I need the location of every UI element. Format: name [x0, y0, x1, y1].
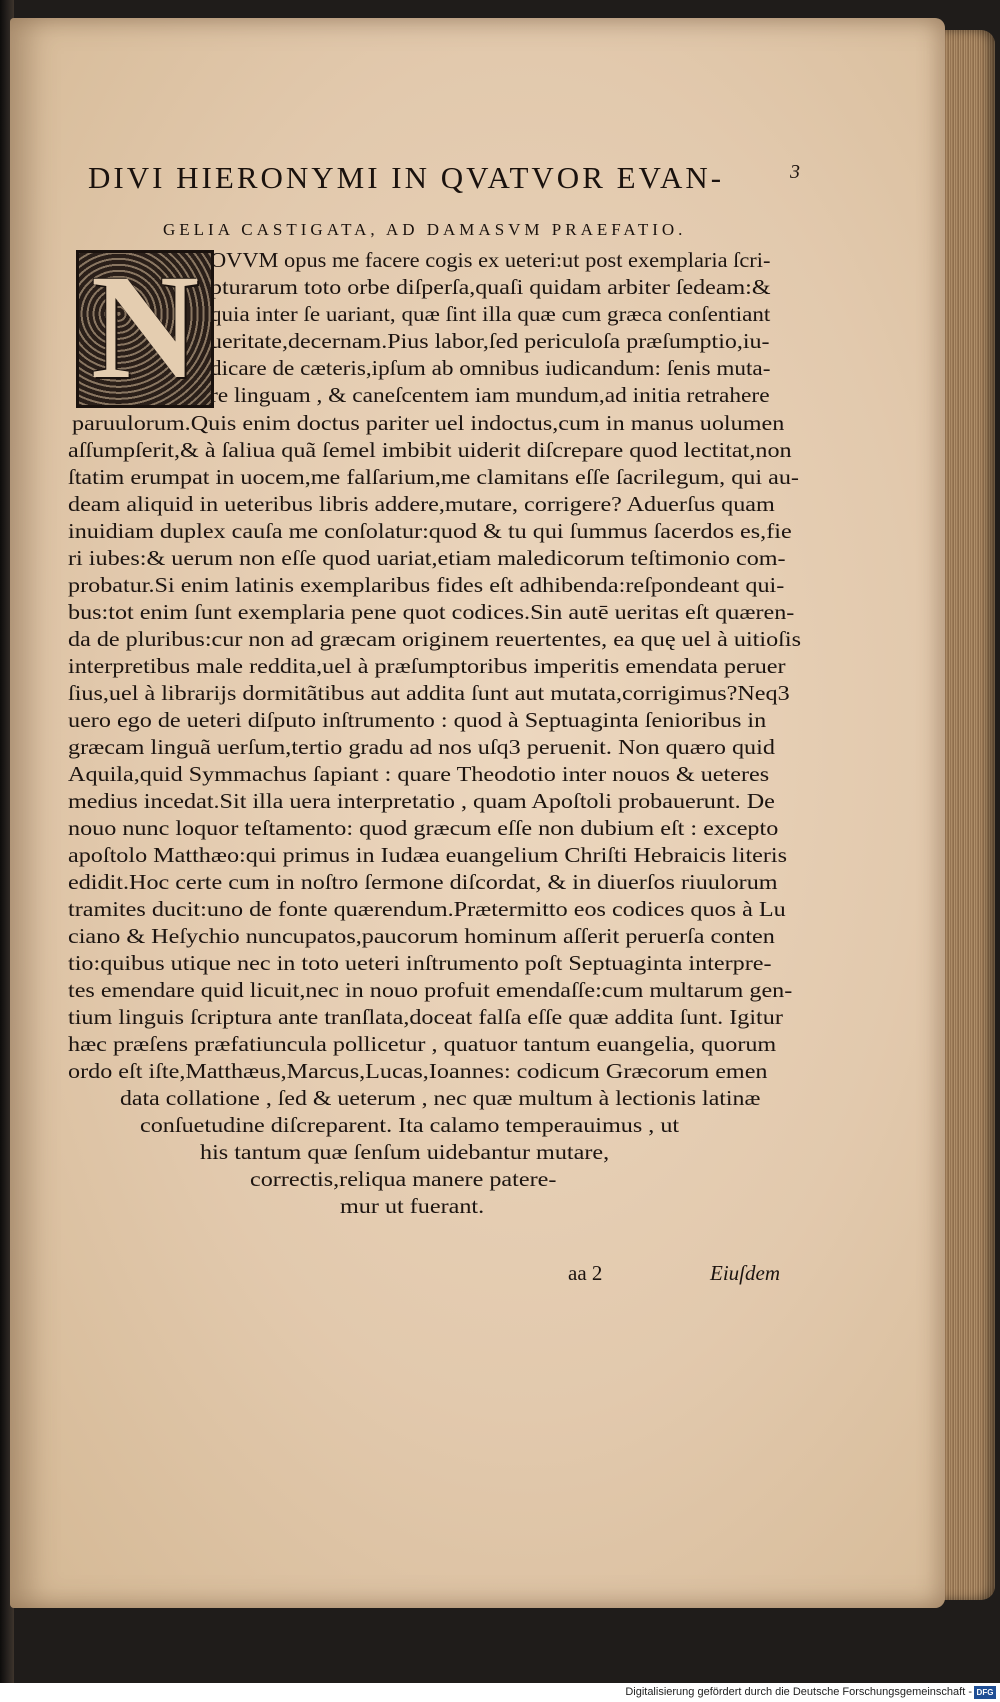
text-line: ſtatim erumpat in uocem,me falſarium,me clamitans eſſe ſacrilegum, qui au-	[68, 465, 799, 489]
text-line: da de pluribus:cur non ad græcam originem reuertentes, ea quę uel à uitioſis	[68, 627, 801, 651]
text-line: uero ego de ueteri diſputo inſtrumento : quod à Septuaginta ſenioribus in	[68, 708, 767, 732]
text-line: Aquila,quid Symmachus ſapiant : quare Theodotio inter nouos & ueteres	[68, 762, 770, 786]
heading-line-1: DIVI HIERONYMI IN QVATVOR EVAN-	[88, 160, 725, 195]
heading-line-2: GELIA CASTIGATA, AD DAMASVM PRAEFATIO.	[163, 220, 687, 239]
text-line: tes emendare quid licuit,nec in nouo profuit emendaſſe:cum multarum gen-	[68, 978, 793, 1002]
text-line: ciano & Heſychio nuncupatos,paucorum hominum aſſerit peruerſa conten	[68, 924, 775, 948]
text-line: ſius,uel à librarijs dormitãtibus aut addita ſunt aut mutata,corrigimus?Neq3	[68, 681, 790, 705]
text-line: tio:quibus utique nec in toto ueteri inſtrumento poſt Septuaginta interpre-	[68, 951, 772, 975]
catchword: Eiuſdem	[710, 1261, 780, 1285]
text-line: apoſtolo Matthæo:qui primus in Iudæa euangelium Chriſti Hebraicis literis	[68, 843, 788, 867]
text-line: pturarum toto orbe diſperſa,quaſi quidam arbiter ſedeam:&	[210, 275, 771, 299]
text-line: interpretibus male reddita,uel à præſumptoribus imperitis emendata peruer	[68, 654, 786, 678]
text-line: quia inter ſe uariant, quæ ſint illa quæ cum græca conſentiant	[210, 302, 771, 326]
book-page	[10, 18, 945, 1608]
text-line: his tantum quæ ſenſum uidebantur mutare,	[200, 1140, 610, 1164]
text-line: paruulorum.Quis enim doctus pariter uel indoctus,cum in manus uolumen	[72, 411, 785, 435]
text-line: conſuetudine diſcreparent. Ita calamo temperauimus , ut	[140, 1113, 680, 1137]
text-line: mur ut fuerant.	[340, 1194, 485, 1218]
text-line: hæc præſens præfatiuncula pollicetur , quatuor tantum euangelia, quorum	[68, 1032, 777, 1056]
text-line: medius incedat.Sit illa uera interpretatio , quam Apoſtoli probauerunt. De	[68, 789, 775, 813]
decorated-initial	[76, 250, 214, 408]
footer-credit: Digitalisierung gefördert durch die Deutsche Forschungsgemeinschaft -	[625, 1686, 972, 1698]
text-line: tium linguis ſcriptura ante tranſlata,doceat falſa eſſe quæ addita ſunt. Igitur	[68, 1005, 783, 1029]
text-line: dicare de cæteris,ipſum ab omnibus iudicandum: ſenis muta-	[210, 356, 771, 380]
text-line: tramites ducit:uno de fonte quærendum.Prætermitto eos codices quos à Lu	[68, 897, 786, 921]
text-line: ueritate,decernam.Pius labor,ſed periculoſa præſumptio,iu-	[210, 329, 770, 353]
text-line: edidit.Hoc certe cum in noſtro ſermone diſcordat, & in diuerſos riuulorum	[68, 870, 778, 894]
text-line: nouo nunc loquor teſtamento: quod græcum eſſe non dubium eſt : excepto	[68, 816, 779, 840]
page-number: 3	[790, 161, 800, 183]
text-line: græcam linguã uerſum,tertio gradu ad nos uſq3 peruenit. Non quæro quid	[68, 735, 775, 759]
text-line: correctis,reliqua manere patere-	[250, 1167, 557, 1191]
initial-letter: N	[90, 250, 200, 408]
dfg-logo: DFG	[974, 1686, 996, 1699]
text-line: probatur.Si enim latinis exemplaribus fides eſt adhibenda:reſpondeant qui-	[68, 573, 785, 597]
text-line: data collatione , ſed & ueterum , nec quæ multum à lectionis latinæ	[120, 1086, 761, 1110]
text-line: aſſumpſerit,& à ſaliua quã ſemel imbibit uiderit diſcrepare quod lectitat,non	[68, 438, 792, 462]
text-line: ordo eſt iſte,Matthæus,Marcus,Lucas,Ioannes: codicum Græcorum emen	[68, 1059, 768, 1083]
text-line: bus:tot enim ſunt exemplaria pene quot codices.Sin autē ueritas eſt quæren-	[68, 600, 795, 624]
text-line: inuidiam duplex cauſa me conſolatur:quod & tu qui ſummus ſacerdos es,fie	[68, 519, 792, 543]
text-line: re linguam , & caneſcentem iam mundum,ad initia retrahere	[210, 383, 770, 407]
signature-mark: aa 2	[568, 1261, 603, 1285]
text-line: ri iubes:& uerum non eſſe quod uariat,etiam maledicorum teſtimonio com-	[68, 546, 786, 570]
text-line: deam aliquid in ueteribus libris addere,mutare, corrigere? Aduerſus quam	[68, 492, 775, 516]
text-line: OVVM opus me facere cogis ex ueteri:ut post exemplaria ſcri-	[210, 248, 771, 272]
